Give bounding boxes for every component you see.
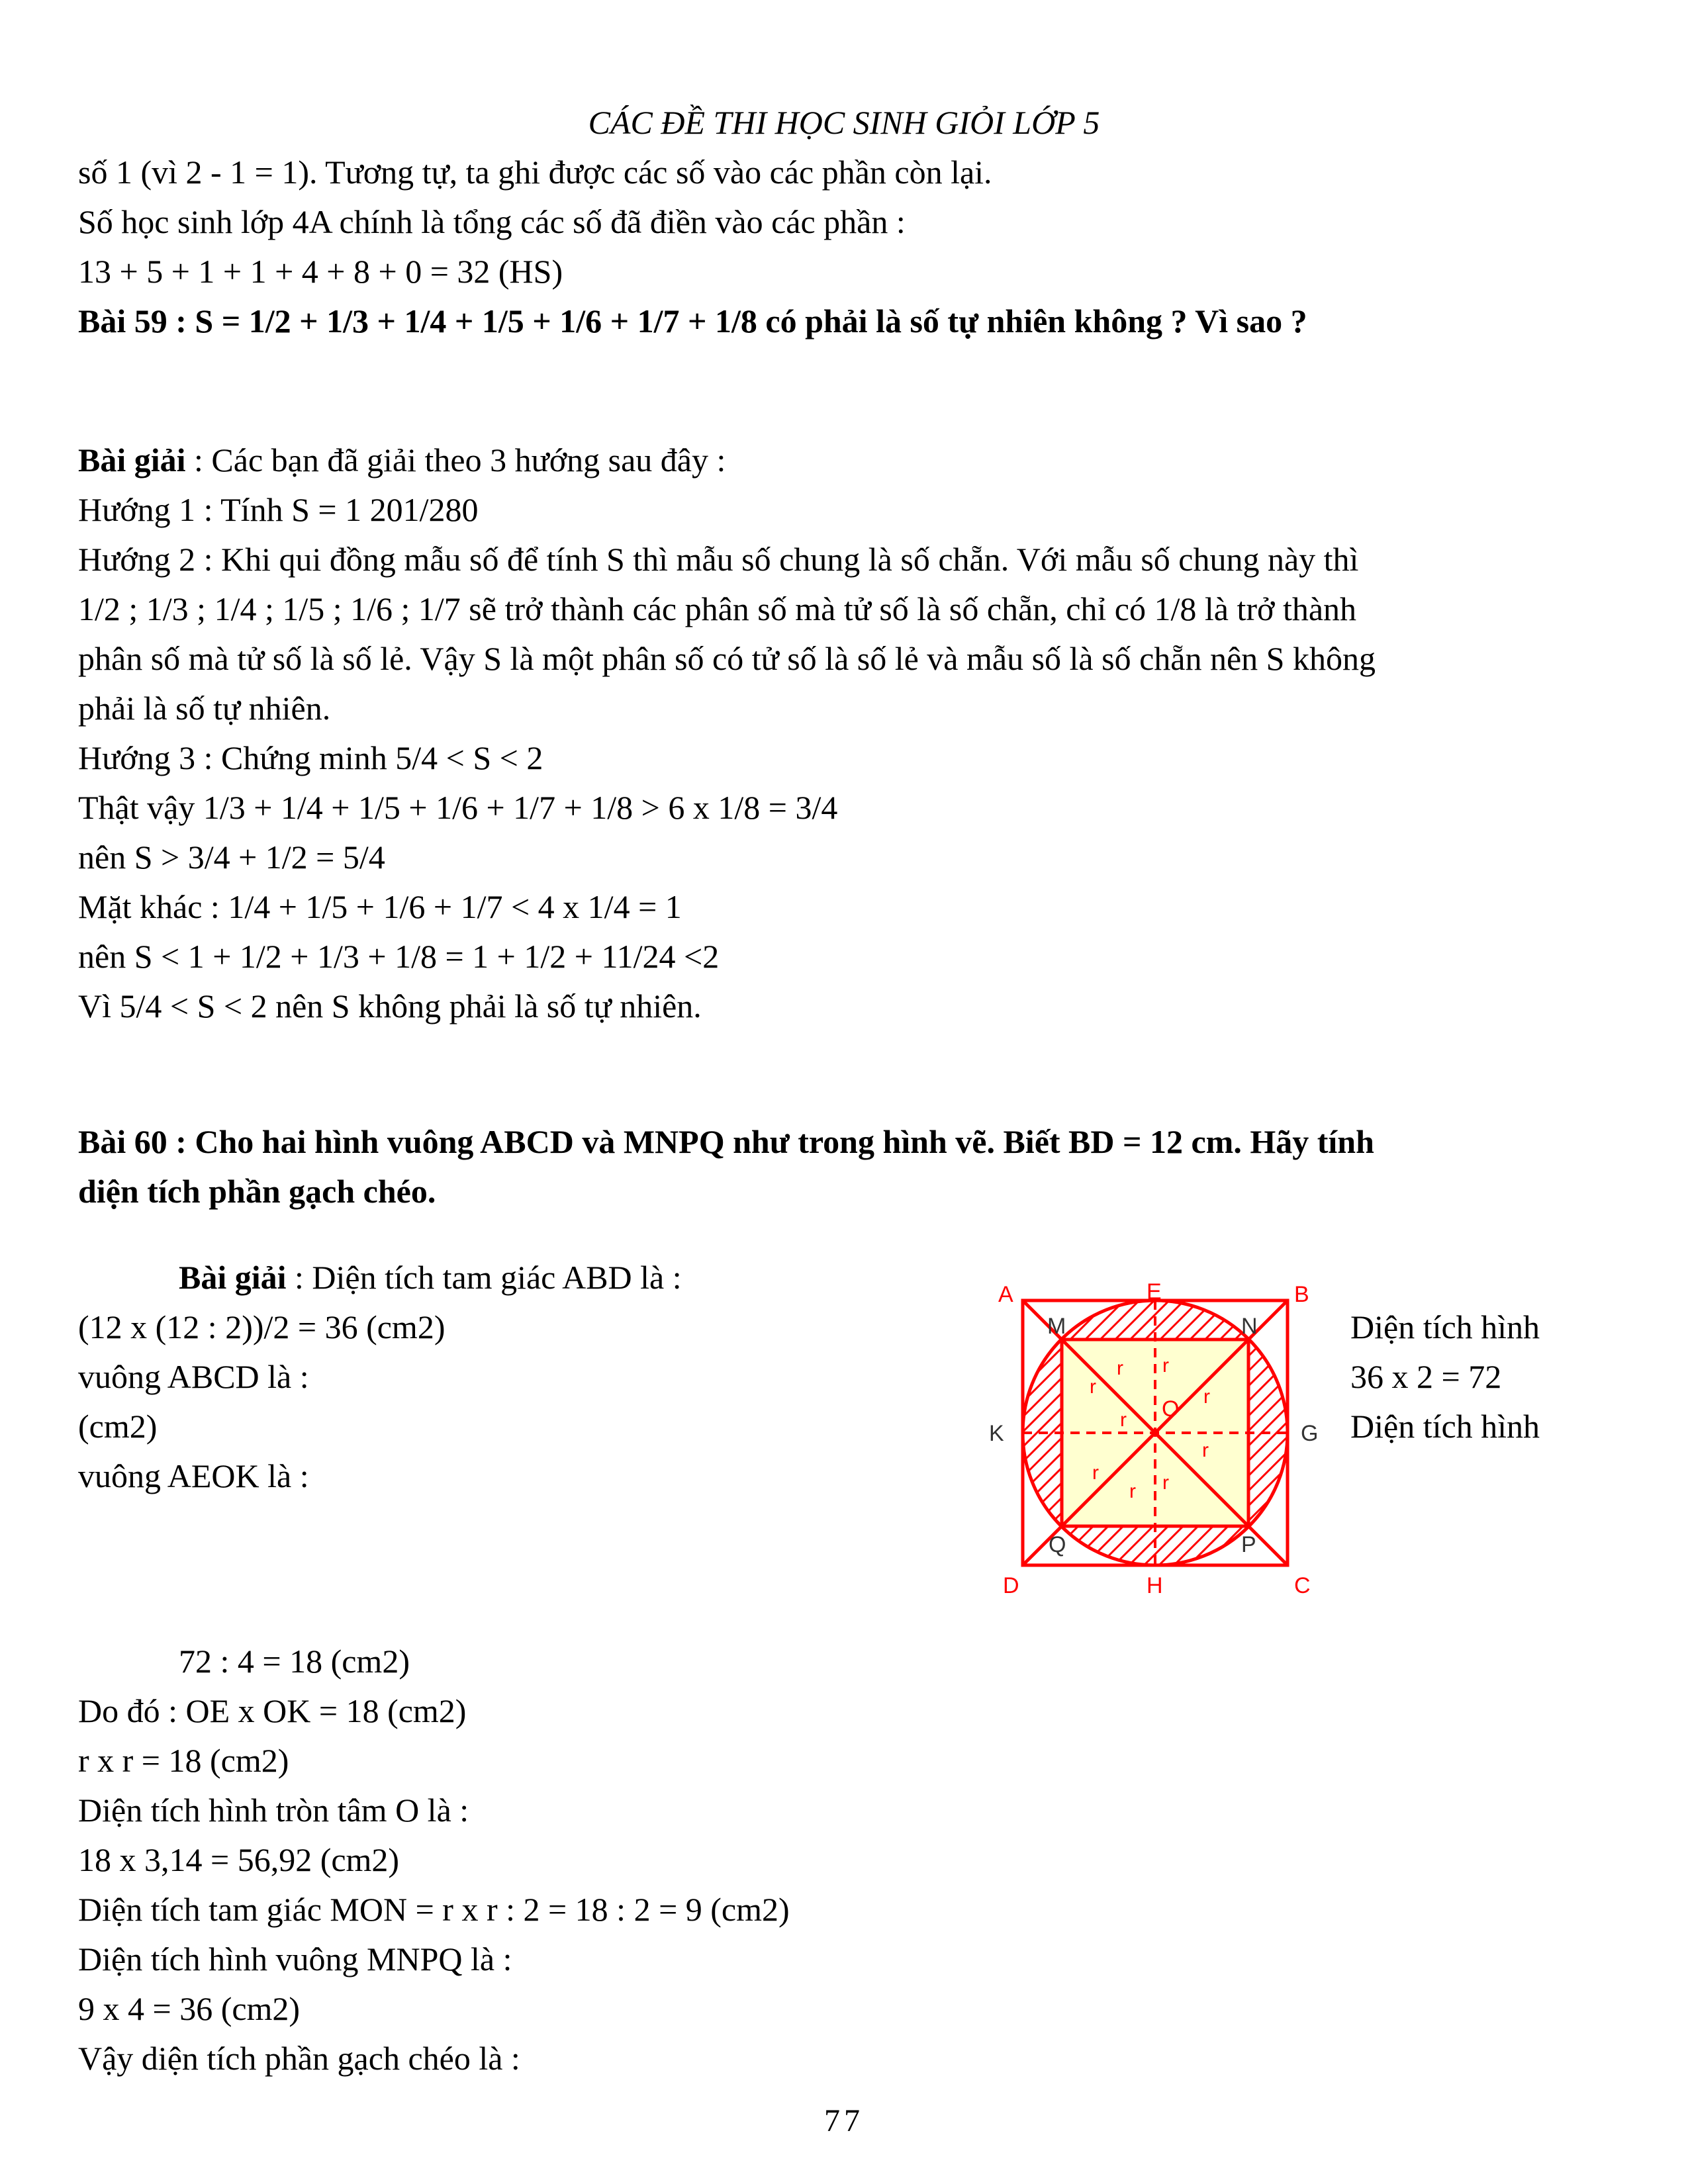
text-line: Hướng 1 : Tính S = 1 201/280 xyxy=(78,491,479,528)
label-a: A xyxy=(998,1282,1013,1307)
label-k: K xyxy=(989,1421,1004,1446)
text-line: Vậy diện tích phần gạch chéo là : xyxy=(78,2040,520,2077)
text-line: Diện tích hình xyxy=(1350,1308,1540,1345)
text-line: Diện tích hình vuông MNPQ là : xyxy=(78,1940,512,1978)
label-q: Q xyxy=(1049,1532,1066,1557)
label-h: H xyxy=(1147,1573,1163,1598)
text-line: Diện tích tam giác MON = r x r : 2 = 18 : 2 = 9 (cm2) xyxy=(78,1891,790,1928)
page-number: 77 xyxy=(824,2103,864,2138)
label-radius: r xyxy=(1120,1409,1127,1431)
text-line: 9 x 4 = 36 (cm2) xyxy=(78,1990,301,2027)
label-radius: r xyxy=(1117,1357,1123,1379)
text-line: vuông AEOK là : xyxy=(78,1457,309,1494)
solution-label: Bài giải xyxy=(179,1259,287,1296)
label-o: O xyxy=(1162,1396,1180,1422)
label-radius: r xyxy=(1203,1386,1210,1408)
label-g: G xyxy=(1301,1421,1319,1446)
text-line: Hướng 3 : Chứng minh 5/4 < S < 2 xyxy=(78,739,543,776)
text-line: 18 x 3,14 = 56,92 (cm2) xyxy=(78,1841,400,1878)
solution-60-intro xyxy=(179,1254,682,1300)
text-line: phân số mà tử số là số lẻ. Vậy S là một phân số có tử số là số lẻ và mẫu số là số chẵn nên S không xyxy=(78,640,1376,677)
label-radius: r xyxy=(1162,1472,1169,1494)
label-radius: r xyxy=(1090,1376,1096,1398)
label-radius: r xyxy=(1162,1355,1169,1377)
text-line: (cm2) xyxy=(78,1408,158,1445)
label-e: E xyxy=(1147,1279,1162,1304)
text-line: r x r = 18 (cm2) xyxy=(78,1742,289,1779)
text-line: Thật vậy 1/3 + 1/4 + 1/5 + 1/6 + 1/7 + 1/8 > 6 x 1/8 = 3/4 xyxy=(78,789,838,826)
label-radius: r xyxy=(1092,1462,1099,1484)
text-line: Số học sinh lớp 4A chính là tổng các số đã điền vào các phần : xyxy=(78,203,906,240)
text-line: số 1 (vì 2 - 1 = 1). Tương tự, ta ghi được các số vào các phần còn lại. xyxy=(78,154,992,191)
label-n: N xyxy=(1241,1314,1258,1339)
text-line: Do đó : OE x OK = 18 (cm2) xyxy=(78,1692,467,1729)
text-line: phải là số tự nhiên. xyxy=(78,690,331,727)
label-d: D xyxy=(1003,1573,1019,1598)
solution-label: Bài giải xyxy=(78,441,186,478)
label-c: C xyxy=(1294,1573,1311,1598)
text-line: vuông ABCD là : xyxy=(78,1358,309,1395)
text-line: Hướng 2 : Khi qui đồng mẫu số để tính S thì mẫu số chung là số chẵn. Với mẫu số chung này thì xyxy=(78,541,1359,578)
text-line: Mặt khác : 1/4 + 1/5 + 1/6 + 1/7 < 4 x 1/4 = 1 xyxy=(78,888,682,925)
text-line: (12 x (12 : 2))/2 = 36 (cm2) xyxy=(78,1308,445,1345)
solution-intro-text: : Các bạn đã giải theo 3 hướng sau đây : xyxy=(185,441,726,478)
solution-intro-text: : Diện tích tam giác ABD là : xyxy=(286,1259,682,1296)
label-m: M xyxy=(1047,1314,1066,1339)
problem-60-title-line-1: Bài 60 : Cho hai hình vuông ABCD và MNPQ như trong hình vẽ. Biết BD = 12 cm. Hãy tính xyxy=(78,1123,1374,1160)
text-line: 1/2 ; 1/3 ; 1/4 ; 1/5 ; 1/6 ; 1/7 sẽ trở thành các phân số mà tử số là số chẵn, chỉ có 1/8 là trở thành xyxy=(78,590,1357,627)
label-p: P xyxy=(1241,1532,1256,1557)
label-b: B xyxy=(1294,1282,1309,1307)
text-line: Diện tích hình tròn tâm O là : xyxy=(78,1792,469,1829)
label-radius: r xyxy=(1202,1439,1209,1461)
text-line: 36 x 2 = 72 xyxy=(1350,1358,1502,1395)
text-line: 72 : 4 = 18 (cm2) xyxy=(179,1643,410,1680)
geometry-figure xyxy=(980,1279,1350,1638)
problem-59-title: Bài 59 : S = 1/2 + 1/3 + 1/4 + 1/5 + 1/6 + 1/7 + 1/8 có phải là số tự nhiên không ? Vì sao ? xyxy=(78,302,1307,340)
text-line: nên S > 3/4 + 1/2 = 5/4 xyxy=(78,839,385,876)
text-line: Diện tích hình xyxy=(1350,1408,1540,1445)
label-radius: r xyxy=(1129,1480,1136,1502)
text-line: Vì 5/4 < S < 2 nên S không phải là số tự nhiên. xyxy=(78,987,702,1024)
text-line: 13 + 5 + 1 + 1 + 4 + 8 + 0 = 32 (HS) xyxy=(78,253,563,290)
problem-60-title-line-2: diện tích phần gạch chéo. xyxy=(78,1173,436,1210)
solution-59-intro xyxy=(78,437,726,483)
text-line: nên S < 1 + 1/2 + 1/3 + 1/8 = 1 + 1/2 + 11/24 <2 xyxy=(78,938,720,975)
page-header-title: CÁC ĐỀ THI HỌC SINH GIỎI LỚP 5 xyxy=(588,104,1100,141)
